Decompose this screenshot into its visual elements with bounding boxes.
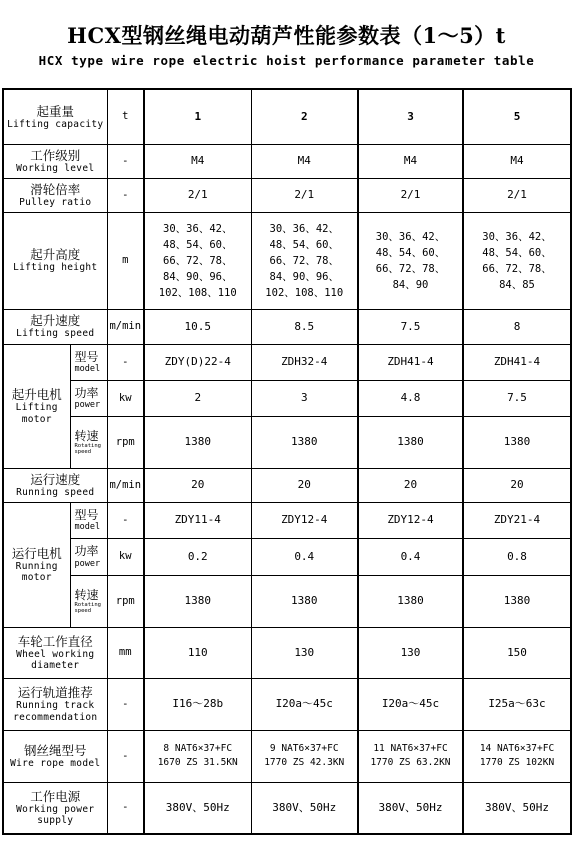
unit-cell: -: [107, 678, 144, 730]
table-row: [3, 627, 571, 678]
table-cell: 380V、50Hz: [144, 782, 251, 834]
table-cell: 1380: [358, 575, 463, 627]
unit-cell: -: [107, 344, 144, 380]
table-cell: I25a～63c: [463, 678, 571, 730]
table-cell: 9 NAT6×37+FC 1770 ZS 42.3KN: [251, 730, 358, 782]
row-label-running-speed: 运行速度 Running speed: [3, 468, 107, 502]
capacity-5: 5: [463, 89, 571, 144]
table-cell: 1380: [463, 575, 571, 627]
row-label-lifting-speed: 起升速度 Lifting speed: [3, 309, 107, 344]
table-cell: 2/1: [144, 178, 251, 212]
table-cell: ZDY(D)22-4: [144, 344, 251, 380]
table-row: [3, 344, 571, 380]
table-cell: I16～28b: [144, 678, 251, 730]
table-cell: 1380: [251, 575, 358, 627]
table-cell: 8: [463, 309, 571, 344]
row-label-running-track: 运行轨道推荐 Running track recommendation: [3, 678, 107, 730]
table-row: [3, 782, 571, 834]
unit-cell: -: [107, 502, 144, 538]
table-row: [3, 144, 571, 178]
unit-cell: kw: [107, 538, 144, 575]
table-cell: 130: [358, 627, 463, 678]
row-label-working-level: 工作级别 Working level: [3, 144, 107, 178]
table-cell: 380V、50Hz: [463, 782, 571, 834]
capacity-1: 1: [144, 89, 251, 144]
table-cell: 20: [251, 468, 358, 502]
table-cell: I20a～45c: [251, 678, 358, 730]
unit-cell: m: [107, 212, 144, 309]
unit-cell: -: [107, 178, 144, 212]
table-cell: 150: [463, 627, 571, 678]
table-cell: 1380: [463, 416, 571, 468]
table-cell: 20: [144, 468, 251, 502]
parameter-table: [2, 88, 572, 835]
row-label-pulley-ratio: 滑轮倍率 Pulley ratio: [3, 178, 107, 212]
table-cell: 30、36、42、 48、54、60、 66、72、78、 84、90、96、 102、108、110: [144, 212, 251, 309]
table-cell: 0.4: [358, 538, 463, 575]
table-cell: 11 NAT6×37+FC 1770 ZS 63.2KN: [358, 730, 463, 782]
table-cell: ZDY11-4: [144, 502, 251, 538]
table-row: [3, 416, 571, 468]
row-label-lifting-motor: 起升电机 Lifting motor: [3, 344, 70, 468]
table-cell: 4.8: [358, 380, 463, 416]
table-cell: 14 NAT6×37+FC 1770 ZS 102KN: [463, 730, 571, 782]
table-cell: ZDH32-4: [251, 344, 358, 380]
table-cell: 380V、50Hz: [358, 782, 463, 834]
capacity-2: 2: [251, 89, 358, 144]
row-label-lifting-capacity: 起重量 Lifting capacity: [3, 89, 107, 144]
table-cell: 0.2: [144, 538, 251, 575]
table-cell: 20: [358, 468, 463, 502]
table-cell: M4: [463, 144, 571, 178]
page-subtitle: HCX type wire rope electric hoist performance parameter table: [38, 53, 535, 68]
table-row: [3, 380, 571, 416]
table-cell: 2/1: [463, 178, 571, 212]
table-row: [3, 89, 571, 144]
table-row: [3, 502, 571, 538]
sub-label-rotating-speed: 转速 Rotating speed: [70, 416, 107, 468]
row-label-wheel-diameter: 车轮工作直径 Wheel working diameter: [3, 627, 107, 678]
table-row: [3, 730, 571, 782]
table-cell: 130: [251, 627, 358, 678]
table-row: [3, 468, 571, 502]
unit-cell: kw: [107, 380, 144, 416]
table-cell: 1380: [251, 416, 358, 468]
table-cell: ZDY12-4: [251, 502, 358, 538]
sub-label-model: 型号 model: [70, 344, 107, 380]
table-cell: 0.8: [463, 538, 571, 575]
unit-cell: mm: [107, 627, 144, 678]
table-cell: 20: [463, 468, 571, 502]
table-cell: 2/1: [358, 178, 463, 212]
table-cell: 30、36、42、 48、54、60、 66、72、78、 84、90、96、 102、108、110: [251, 212, 358, 309]
sub-label-rotating-speed: 转速 Rotating speed: [70, 575, 107, 627]
table-row: [3, 212, 571, 309]
table-cell: 1380: [144, 575, 251, 627]
table-cell: 7.5: [358, 309, 463, 344]
unit-cell: -: [107, 730, 144, 782]
table-cell: ZDY21-4: [463, 502, 571, 538]
table-cell: 0.4: [251, 538, 358, 575]
table-cell: 3: [251, 380, 358, 416]
unit-cell: rpm: [107, 575, 144, 627]
table-cell: M4: [358, 144, 463, 178]
table-cell: 1380: [144, 416, 251, 468]
unit-cell: m/min: [107, 468, 144, 502]
row-label-wire-rope: 钢丝绳型号 Wire rope model: [3, 730, 107, 782]
capacity-3: 3: [358, 89, 463, 144]
table-cell: 7.5: [463, 380, 571, 416]
sub-label-power: 功率 power: [70, 380, 107, 416]
table-cell: 30、36、42、 48、54、60、 66、72、78、 84、85: [463, 212, 571, 309]
table-row: [3, 678, 571, 730]
table-cell: 2/1: [251, 178, 358, 212]
table-cell: M4: [251, 144, 358, 178]
table-row: [3, 575, 571, 627]
row-label-running-motor: 运行电机 Running motor: [3, 502, 70, 627]
table-cell: I20a～45c: [358, 678, 463, 730]
unit-cell: -: [107, 782, 144, 834]
table-row: [3, 178, 571, 212]
table-cell: M4: [144, 144, 251, 178]
sub-label-power: 功率 power: [70, 538, 107, 575]
table-cell: 8.5: [251, 309, 358, 344]
sub-label-model: 型号 model: [70, 502, 107, 538]
unit-cell: t: [107, 89, 144, 144]
table-cell: 8 NAT6×37+FC 1670 ZS 31.5KN: [144, 730, 251, 782]
row-label-power-supply: 工作电源 Working power supply: [3, 782, 107, 834]
table-cell: ZDH41-4: [358, 344, 463, 380]
unit-cell: -: [107, 144, 144, 178]
unit-cell: rpm: [107, 416, 144, 468]
table-cell: 2: [144, 380, 251, 416]
table-cell: 30、36、42、 48、54、60、 66、72、78、 84、90: [358, 212, 463, 309]
unit-cell: m/min: [107, 309, 144, 344]
table-cell: ZDY12-4: [358, 502, 463, 538]
table-cell: ZDH41-4: [463, 344, 571, 380]
row-label-lifting-height: 起升高度 Lifting height: [3, 212, 107, 309]
table-cell: 110: [144, 627, 251, 678]
table-cell: 380V、50Hz: [251, 782, 358, 834]
table-cell: 10.5: [144, 309, 251, 344]
table-row: [3, 309, 571, 344]
table-cell: 1380: [358, 416, 463, 468]
page-title: HCX型钢丝绳电动葫芦性能参数表（1～5）t: [67, 23, 506, 48]
table-row: [3, 538, 571, 575]
